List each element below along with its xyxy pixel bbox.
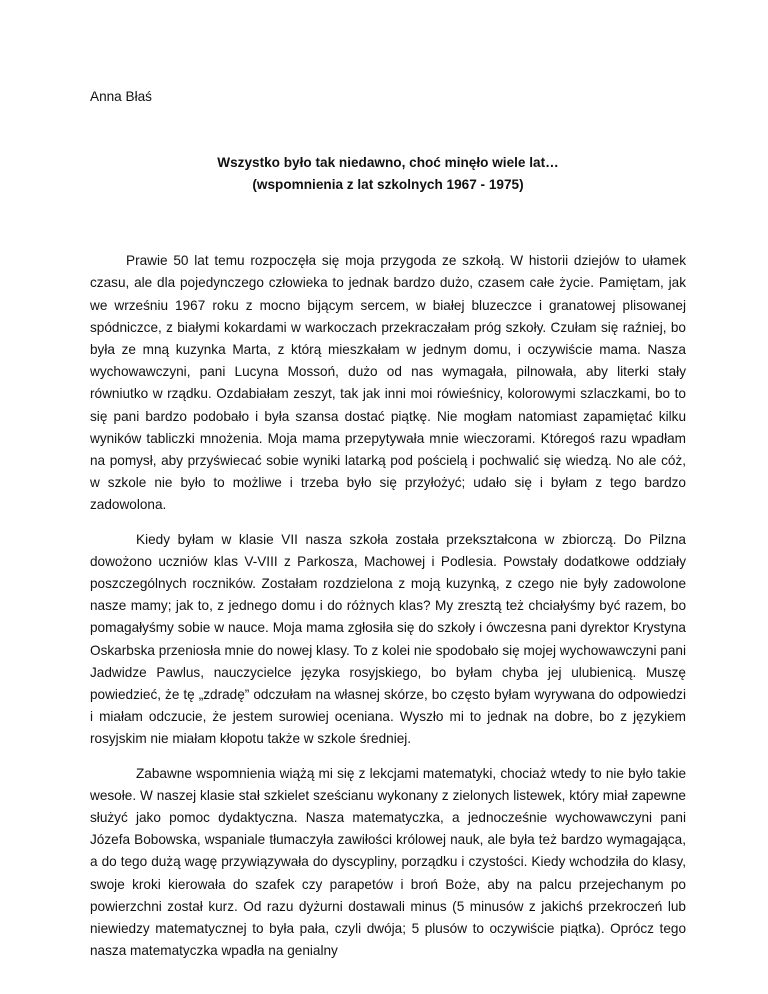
author-name: Anna Błaś (90, 89, 152, 104)
title-subtitle: (wspomnienia z lat szkolnych 1967 - 1975) (252, 177, 524, 193)
document-title (90, 152, 686, 196)
title-main: Wszystko było tak niedawno, choć minęło wiele lat… (217, 155, 559, 171)
paragraph: Prawie 50 lat temu rozpoczęła się moja przygoda ze szkołą. W historii dziejów to ułamek czasu, ale dla pojedynczego człowieka to jednak bardzo dużo, czasem całe życie. Pamiętam, jak we wrześniu 1967 roku z mocno bijącym sercem, w białej bluzeczce i granatowej plisowanej spódniczce, z białymi kokardami w warkoczach przekraczałam próg szkoły. Czułam się raźniej, bo była ze mną kuzynka Marta, z którą mieszkałam w jednym domu, i oczywiście mama. Nasza wychowawczyni, pani Lucyna Mossoń, dużo od nas wymagała, pilnowała, aby literki stały równiutko w rządku. Ozdabiałam zeszyt, tak jak inni moi rówieśnicy, kolorowymi szlaczkami, bo to się pani bardzo podobało i była szansa dostać piątkę. Nie mogłam natomiast zapamiętać kilku wyników tabliczki mnożenia. Moja mama przepytywała mnie wieczorami. Któregoś razu wpadłam na pomysł, aby przyświecać sobie wyniki latarką pod pościelą i pochwalić się wiedzą. No ale cóż, w szkole nie było to możliwe i trzeba było się przyłożyć; udało się i byłam z tego bardzo zadowolona. (90, 253, 686, 513)
paragraph: Zabawne wspomnienia wiążą mi się z lekcjami matematyki, chociaż wtedy to nie było takie wesołe. W naszej klasie stał szkielet sześcianu wykonany z zielonych listewek, który miał zapewne służyć jako pomoc dydaktyczna. Nasza matematyczka, a jednocześnie wychowawczyni pani Józefa Bobowska, wspaniale tłumaczyła zawiłości królowej nauk, ale była też bardzo wymagająca, a do tego dużą wagę przywiązywała do dyscypliny, porządku i czystości. Kiedy wchodziła do klasy, swoje kroki kierowała do szafek czy parapetów i broń Boże, aby na palcu przejechanym po powierzchni został kurz. Od razu dyżurni dostawali minus (5 minusów z jakichś przekroczeń lub niewiedzy matematycznej to była pała, czyli dwója; 5 plusów to oczywiście piątka). Oprócz tego nasza matematyczka wpadła na genialny (90, 765, 686, 959)
paragraph: Kiedy byłam w klasie VII nasza szkoła została przekształcona w zbiorczą. Do Pilzna dowożono uczniów klas V-VIII z Parkosza, Machowej i Podlesia. Powstały dodatkowe oddziały poszczególnych roczników. Zostałam rozdzielona z moją kuzynką, z czego nie były zadowolone nasze mamy; jak to, z jednego domu i do różnych klas? My zresztą też chciałyśmy być razem, bo pomagałyśmy sobie w nauce. Moja mama zgłosiła się do szkoły i ówczesna pani dyrektor Krystyna Oskarbska przeniosła mnie do nowej klasy. To z kolei nie spodobało się mojej wychowawczyni pani Jadwidze Pawlus, nauczycielce języka rosyjskiego, bo byłam chyba jej ulubienicą. Muszę powiedzieć, że tę „zdradę” odczułam na własnej skórze, bo często byłam wyrywana do odpowiedzi i miałam odczucie, że jestem surowiej oceniana. Wyszło mi to jednak na dobre, bo z językiem rosyjskim nie miałam kłopotu także w szkole średniej. (90, 531, 686, 747)
